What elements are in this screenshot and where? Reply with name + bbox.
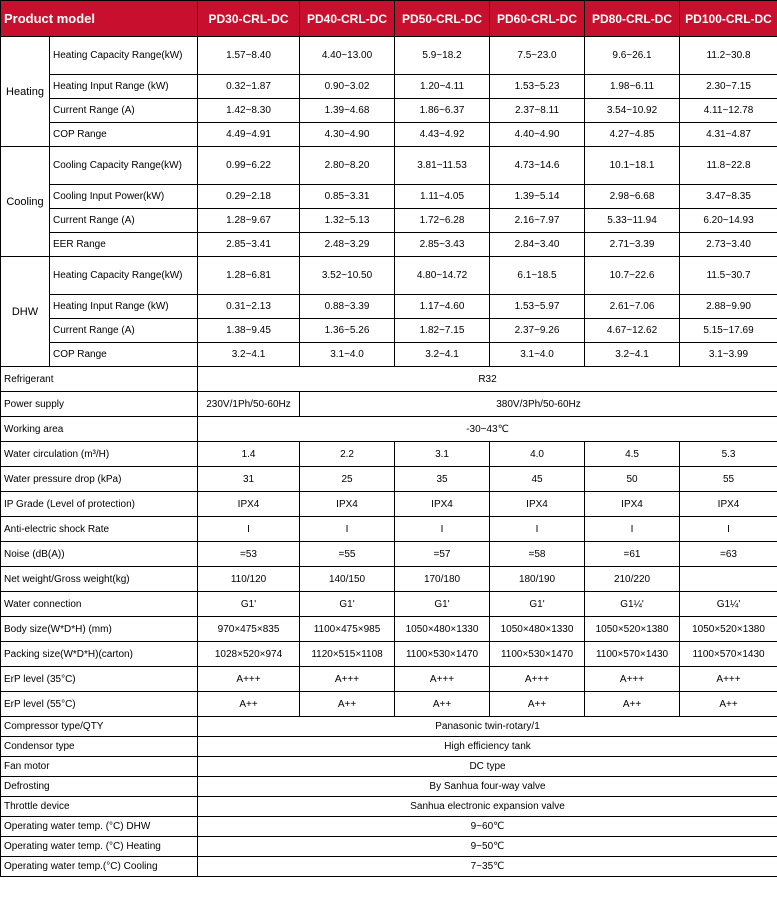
table-row <box>1 233 777 257</box>
row-label: Current Range (A) <box>50 99 198 123</box>
value-cell: 0.99~6.22 <box>198 147 300 185</box>
value-cell: 2.73~3.40 <box>680 233 777 257</box>
value-cell: 4.0 <box>490 442 585 467</box>
table-row <box>1 123 777 147</box>
value-cell: 970×475×835 <box>198 617 300 642</box>
value-cell: 2.48~3.29 <box>300 233 395 257</box>
value-cell: 2.84~3.40 <box>490 233 585 257</box>
row-label: Current Range (A) <box>50 209 198 233</box>
table-row <box>1 567 777 592</box>
row-label: EER Range <box>50 233 198 257</box>
value-cell: 180/190 <box>490 567 585 592</box>
table-row <box>1 857 777 877</box>
table-row <box>1 817 777 837</box>
value-cell: 3.2~4.1 <box>395 343 490 367</box>
row-label: Condensor type <box>1 737 198 757</box>
value-cell: 4.31~4.87 <box>680 123 777 147</box>
table-row <box>1 592 777 617</box>
value-cell: A+++ <box>198 667 300 692</box>
value-cell: 4.43~4.92 <box>395 123 490 147</box>
value-cell: 110/120 <box>198 567 300 592</box>
value-cell: A++ <box>198 692 300 717</box>
table-row <box>1 757 777 777</box>
value-cell: 1100×530×1470 <box>395 642 490 667</box>
group-label: Heating <box>1 37 50 147</box>
value-cell: A+++ <box>490 667 585 692</box>
value-cell: 50 <box>585 467 680 492</box>
value-cell: 1.42~8.30 <box>198 99 300 123</box>
value-cell: 3.47~8.35 <box>680 185 777 209</box>
value-cell: 1050×520×1380 <box>585 617 680 642</box>
value-cell: A+++ <box>395 667 490 692</box>
value-cell: 3.81~11.53 <box>395 147 490 185</box>
value-cell: 1.86~6.37 <box>395 99 490 123</box>
value-cell: 3.1~3.99 <box>680 343 777 367</box>
value-cell: I <box>300 517 395 542</box>
value-cell: 1028×520×974 <box>198 642 300 667</box>
value-cell: 0.88~3.39 <box>300 295 395 319</box>
value-cell: IPX4 <box>585 492 680 517</box>
value-cell: 2.16~7.97 <box>490 209 585 233</box>
value-cell: 4.80~14.72 <box>395 257 490 295</box>
value-cell: 9~50℃ <box>198 837 777 857</box>
table-row <box>1 392 777 417</box>
value-cell: 1.39~5.14 <box>490 185 585 209</box>
value-cell: 9.6~26.1 <box>585 37 680 75</box>
value-cell: 1100×570×1430 <box>680 642 777 667</box>
value-cell: 1050×480×1330 <box>490 617 585 642</box>
table-row <box>1 517 777 542</box>
table-row <box>1 467 777 492</box>
value-cell: Sanhua electronic expansion valve <box>198 797 777 817</box>
value-cell: 31 <box>198 467 300 492</box>
value-cell: 7.5~23.0 <box>490 37 585 75</box>
table-row <box>1 797 777 817</box>
value-cell: 1.32~5.13 <box>300 209 395 233</box>
value-cell: =53 <box>198 542 300 567</box>
value-cell: 230V/1Ph/50-60Hz <box>198 392 300 417</box>
row-label: Anti-electric shock Rate <box>1 517 198 542</box>
value-cell: 1.98~6.11 <box>585 75 680 99</box>
value-cell: =63 <box>680 542 777 567</box>
value-cell: 4.49~4.91 <box>198 123 300 147</box>
row-label: Power supply <box>1 392 198 417</box>
row-label: Heating Input Range (kW) <box>50 75 198 99</box>
row-label: Packing size(W*D*H)(carton) <box>1 642 198 667</box>
value-cell: 1.72~6.28 <box>395 209 490 233</box>
value-cell: A++ <box>300 692 395 717</box>
model-header: PD60-CRL-DC <box>490 1 585 37</box>
value-cell: 2.85~3.41 <box>198 233 300 257</box>
value-cell: IPX4 <box>680 492 777 517</box>
value-cell: 5.33~11.94 <box>585 209 680 233</box>
table-row <box>1 209 777 233</box>
row-label: Throttle device <box>1 797 198 817</box>
table-row <box>1 542 777 567</box>
value-cell: A++ <box>585 692 680 717</box>
table-row <box>1 442 777 467</box>
value-cell: G1' <box>395 592 490 617</box>
table-row <box>1 319 777 343</box>
value-cell: 2.98~6.68 <box>585 185 680 209</box>
value-cell: 10.7~22.6 <box>585 257 680 295</box>
value-cell: 3.1~4.0 <box>300 343 395 367</box>
table-row <box>1 99 777 123</box>
value-cell: 1.17~4.60 <box>395 295 490 319</box>
row-label: Defrosting <box>1 777 198 797</box>
row-label: COP Range <box>50 343 198 367</box>
value-cell: 0.85~3.31 <box>300 185 395 209</box>
row-label: Body size(W*D*H) (mm) <box>1 617 198 642</box>
table-row <box>1 717 777 737</box>
value-cell: G1' <box>300 592 395 617</box>
value-cell: =55 <box>300 542 395 567</box>
value-cell: =58 <box>490 542 585 567</box>
value-cell: 4.27~4.85 <box>585 123 680 147</box>
table-row <box>1 147 777 185</box>
value-cell: 1.28~9.67 <box>198 209 300 233</box>
table-row <box>1 492 777 517</box>
value-cell: By Sanhua four-way valve <box>198 777 777 797</box>
value-cell: IPX4 <box>198 492 300 517</box>
value-cell: 2.30~7.15 <box>680 75 777 99</box>
row-label: Operating water temp.(°C) Cooling <box>1 857 198 877</box>
value-cell: 3.54~10.92 <box>585 99 680 123</box>
value-cell: 4.67~12.62 <box>585 319 680 343</box>
value-cell: 7~35℃ <box>198 857 777 877</box>
value-cell: Panasonic twin-rotary/1 <box>198 717 777 737</box>
row-label: Operating water temp. (°C) Heating <box>1 837 198 857</box>
row-label: COP Range <box>50 123 198 147</box>
table-row <box>1 417 777 442</box>
value-cell: 140/150 <box>300 567 395 592</box>
table-row <box>1 75 777 99</box>
value-cell: 1050×480×1330 <box>395 617 490 642</box>
value-cell: R32 <box>198 367 777 392</box>
value-cell: 4.5 <box>585 442 680 467</box>
value-cell: 55 <box>680 467 777 492</box>
row-label: Compressor type/QTY <box>1 717 198 737</box>
value-cell: 1100×530×1470 <box>490 642 585 667</box>
value-cell: 0.31~2.13 <box>198 295 300 319</box>
value-cell: A++ <box>680 692 777 717</box>
row-label: ErP level (35°C) <box>1 667 198 692</box>
value-cell: A+++ <box>300 667 395 692</box>
table-row <box>1 667 777 692</box>
value-cell: 4.30~4.90 <box>300 123 395 147</box>
value-cell: =57 <box>395 542 490 567</box>
value-cell: G1¼' <box>680 592 777 617</box>
value-cell: 210/220 <box>585 567 680 592</box>
value-cell: 1.53~5.23 <box>490 75 585 99</box>
table-row <box>1 257 777 295</box>
table-row <box>1 343 777 367</box>
row-label: IP Grade (Level of protection) <box>1 492 198 517</box>
value-cell: 1.53~5.97 <box>490 295 585 319</box>
row-label: Refrigerant <box>1 367 198 392</box>
value-cell: 1050×520×1380 <box>680 617 777 642</box>
value-cell: A++ <box>395 692 490 717</box>
value-cell: 25 <box>300 467 395 492</box>
value-cell: 1.4 <box>198 442 300 467</box>
value-cell: 0.32~1.87 <box>198 75 300 99</box>
value-cell: 2.80~8.20 <box>300 147 395 185</box>
value-cell: 5.15~17.69 <box>680 319 777 343</box>
row-label: Working area <box>1 417 198 442</box>
value-cell: =61 <box>585 542 680 567</box>
model-header: PD50-CRL-DC <box>395 1 490 37</box>
value-cell: G1¼' <box>585 592 680 617</box>
value-cell: 11.5~30.7 <box>680 257 777 295</box>
group-label: Cooling <box>1 147 50 257</box>
product-model-header: Product model <box>1 1 198 37</box>
value-cell: IPX4 <box>300 492 395 517</box>
value-cell: 2.2 <box>300 442 395 467</box>
group-label: DHW <box>1 257 50 367</box>
value-cell: I <box>198 517 300 542</box>
value-cell: 0.90~3.02 <box>300 75 395 99</box>
value-cell: 5.3 <box>680 442 777 467</box>
value-cell: 4.40~13.00 <box>300 37 395 75</box>
value-cell: 1.28~6.81 <box>198 257 300 295</box>
value-cell: 5.9~18.2 <box>395 37 490 75</box>
value-cell: I <box>395 517 490 542</box>
value-cell: 3.52~10.50 <box>300 257 395 295</box>
value-cell: 1.39~4.68 <box>300 99 395 123</box>
value-cell: IPX4 <box>395 492 490 517</box>
row-label: Heating Capacity Range(kW) <box>50 37 198 75</box>
value-cell: A++ <box>490 692 585 717</box>
value-cell: I <box>490 517 585 542</box>
value-cell: I <box>585 517 680 542</box>
row-label: ErP level (55°C) <box>1 692 198 717</box>
row-label: Water circulation (m³/H) <box>1 442 198 467</box>
table-row <box>1 737 777 757</box>
row-label: Heating Capacity Range(kW) <box>50 257 198 295</box>
row-label: Fan motor <box>1 757 198 777</box>
value-cell: IPX4 <box>490 492 585 517</box>
value-cell: 170/180 <box>395 567 490 592</box>
value-cell: -30~43℃ <box>198 417 777 442</box>
value-cell: 1.11~4.05 <box>395 185 490 209</box>
value-cell: 3.2~4.1 <box>198 343 300 367</box>
row-label: Operating water temp. (°C) DHW <box>1 817 198 837</box>
value-cell: 10.1~18.1 <box>585 147 680 185</box>
value-cell: 9~60℃ <box>198 817 777 837</box>
model-header: PD30-CRL-DC <box>198 1 300 37</box>
value-cell: 2.61~7.06 <box>585 295 680 319</box>
table-row <box>1 367 777 392</box>
value-cell: 1.36~5.26 <box>300 319 395 343</box>
value-cell: 4.11~12.78 <box>680 99 777 123</box>
model-header: PD80-CRL-DC <box>585 1 680 37</box>
model-header: PD40-CRL-DC <box>300 1 395 37</box>
value-cell: 3.2~4.1 <box>585 343 680 367</box>
value-cell: 1.82~7.15 <box>395 319 490 343</box>
row-label: Noise (dB(A)) <box>1 542 198 567</box>
value-cell: 35 <box>395 467 490 492</box>
value-cell: G1' <box>198 592 300 617</box>
table-row <box>1 617 777 642</box>
table-row <box>1 295 777 319</box>
table-row <box>1 837 777 857</box>
value-cell: 4.73~14.6 <box>490 147 585 185</box>
model-header: PD100-CRL-DC <box>680 1 777 37</box>
value-cell: 2.37~8.11 <box>490 99 585 123</box>
row-label: Heating Input Range (kW) <box>50 295 198 319</box>
value-cell: 1.20~4.11 <box>395 75 490 99</box>
value-cell: High efficiency tank <box>198 737 777 757</box>
value-cell: A+++ <box>585 667 680 692</box>
value-cell: 2.71~3.39 <box>585 233 680 257</box>
table-row <box>1 185 777 209</box>
value-cell: DC type <box>198 757 777 777</box>
value-cell: I <box>680 517 777 542</box>
value-cell: 11.8~22.8 <box>680 147 777 185</box>
row-label: Net weight/Gross weight(kg) <box>1 567 198 592</box>
value-cell: 2.85~3.43 <box>395 233 490 257</box>
table-row <box>1 642 777 667</box>
value-cell: 6.20~14.93 <box>680 209 777 233</box>
value-cell: G1' <box>490 592 585 617</box>
row-label: Cooling Input Power(kW) <box>50 185 198 209</box>
value-cell: 2.37~9.26 <box>490 319 585 343</box>
value-cell: 0.29~2.18 <box>198 185 300 209</box>
value-cell: 1100×475×985 <box>300 617 395 642</box>
row-label: Current Range (A) <box>50 319 198 343</box>
value-cell: 1120×515×1108 <box>300 642 395 667</box>
table-row <box>1 37 777 75</box>
row-label: Cooling Capacity Range(kW) <box>50 147 198 185</box>
value-cell: 11.2~30.8 <box>680 37 777 75</box>
table-row <box>1 692 777 717</box>
value-cell: 45 <box>490 467 585 492</box>
value-cell: 1.38~9.45 <box>198 319 300 343</box>
value-cell <box>680 567 777 592</box>
value-cell: 6.1~18.5 <box>490 257 585 295</box>
value-cell: 3.1~4.0 <box>490 343 585 367</box>
row-label: Water pressure drop (kPa) <box>1 467 198 492</box>
table-row <box>1 777 777 797</box>
spec-body <box>1 37 777 877</box>
value-cell: 3.1 <box>395 442 490 467</box>
header-row <box>1 1 777 37</box>
value-cell: 2.88~9.90 <box>680 295 777 319</box>
value-cell: 4.40~4.90 <box>490 123 585 147</box>
value-cell: 1.57~8.40 <box>198 37 300 75</box>
row-label: Water connection <box>1 592 198 617</box>
value-cell: 380V/3Ph/50-60Hz <box>300 392 777 417</box>
value-cell: 1100×570×1430 <box>585 642 680 667</box>
value-cell: A+++ <box>680 667 777 692</box>
